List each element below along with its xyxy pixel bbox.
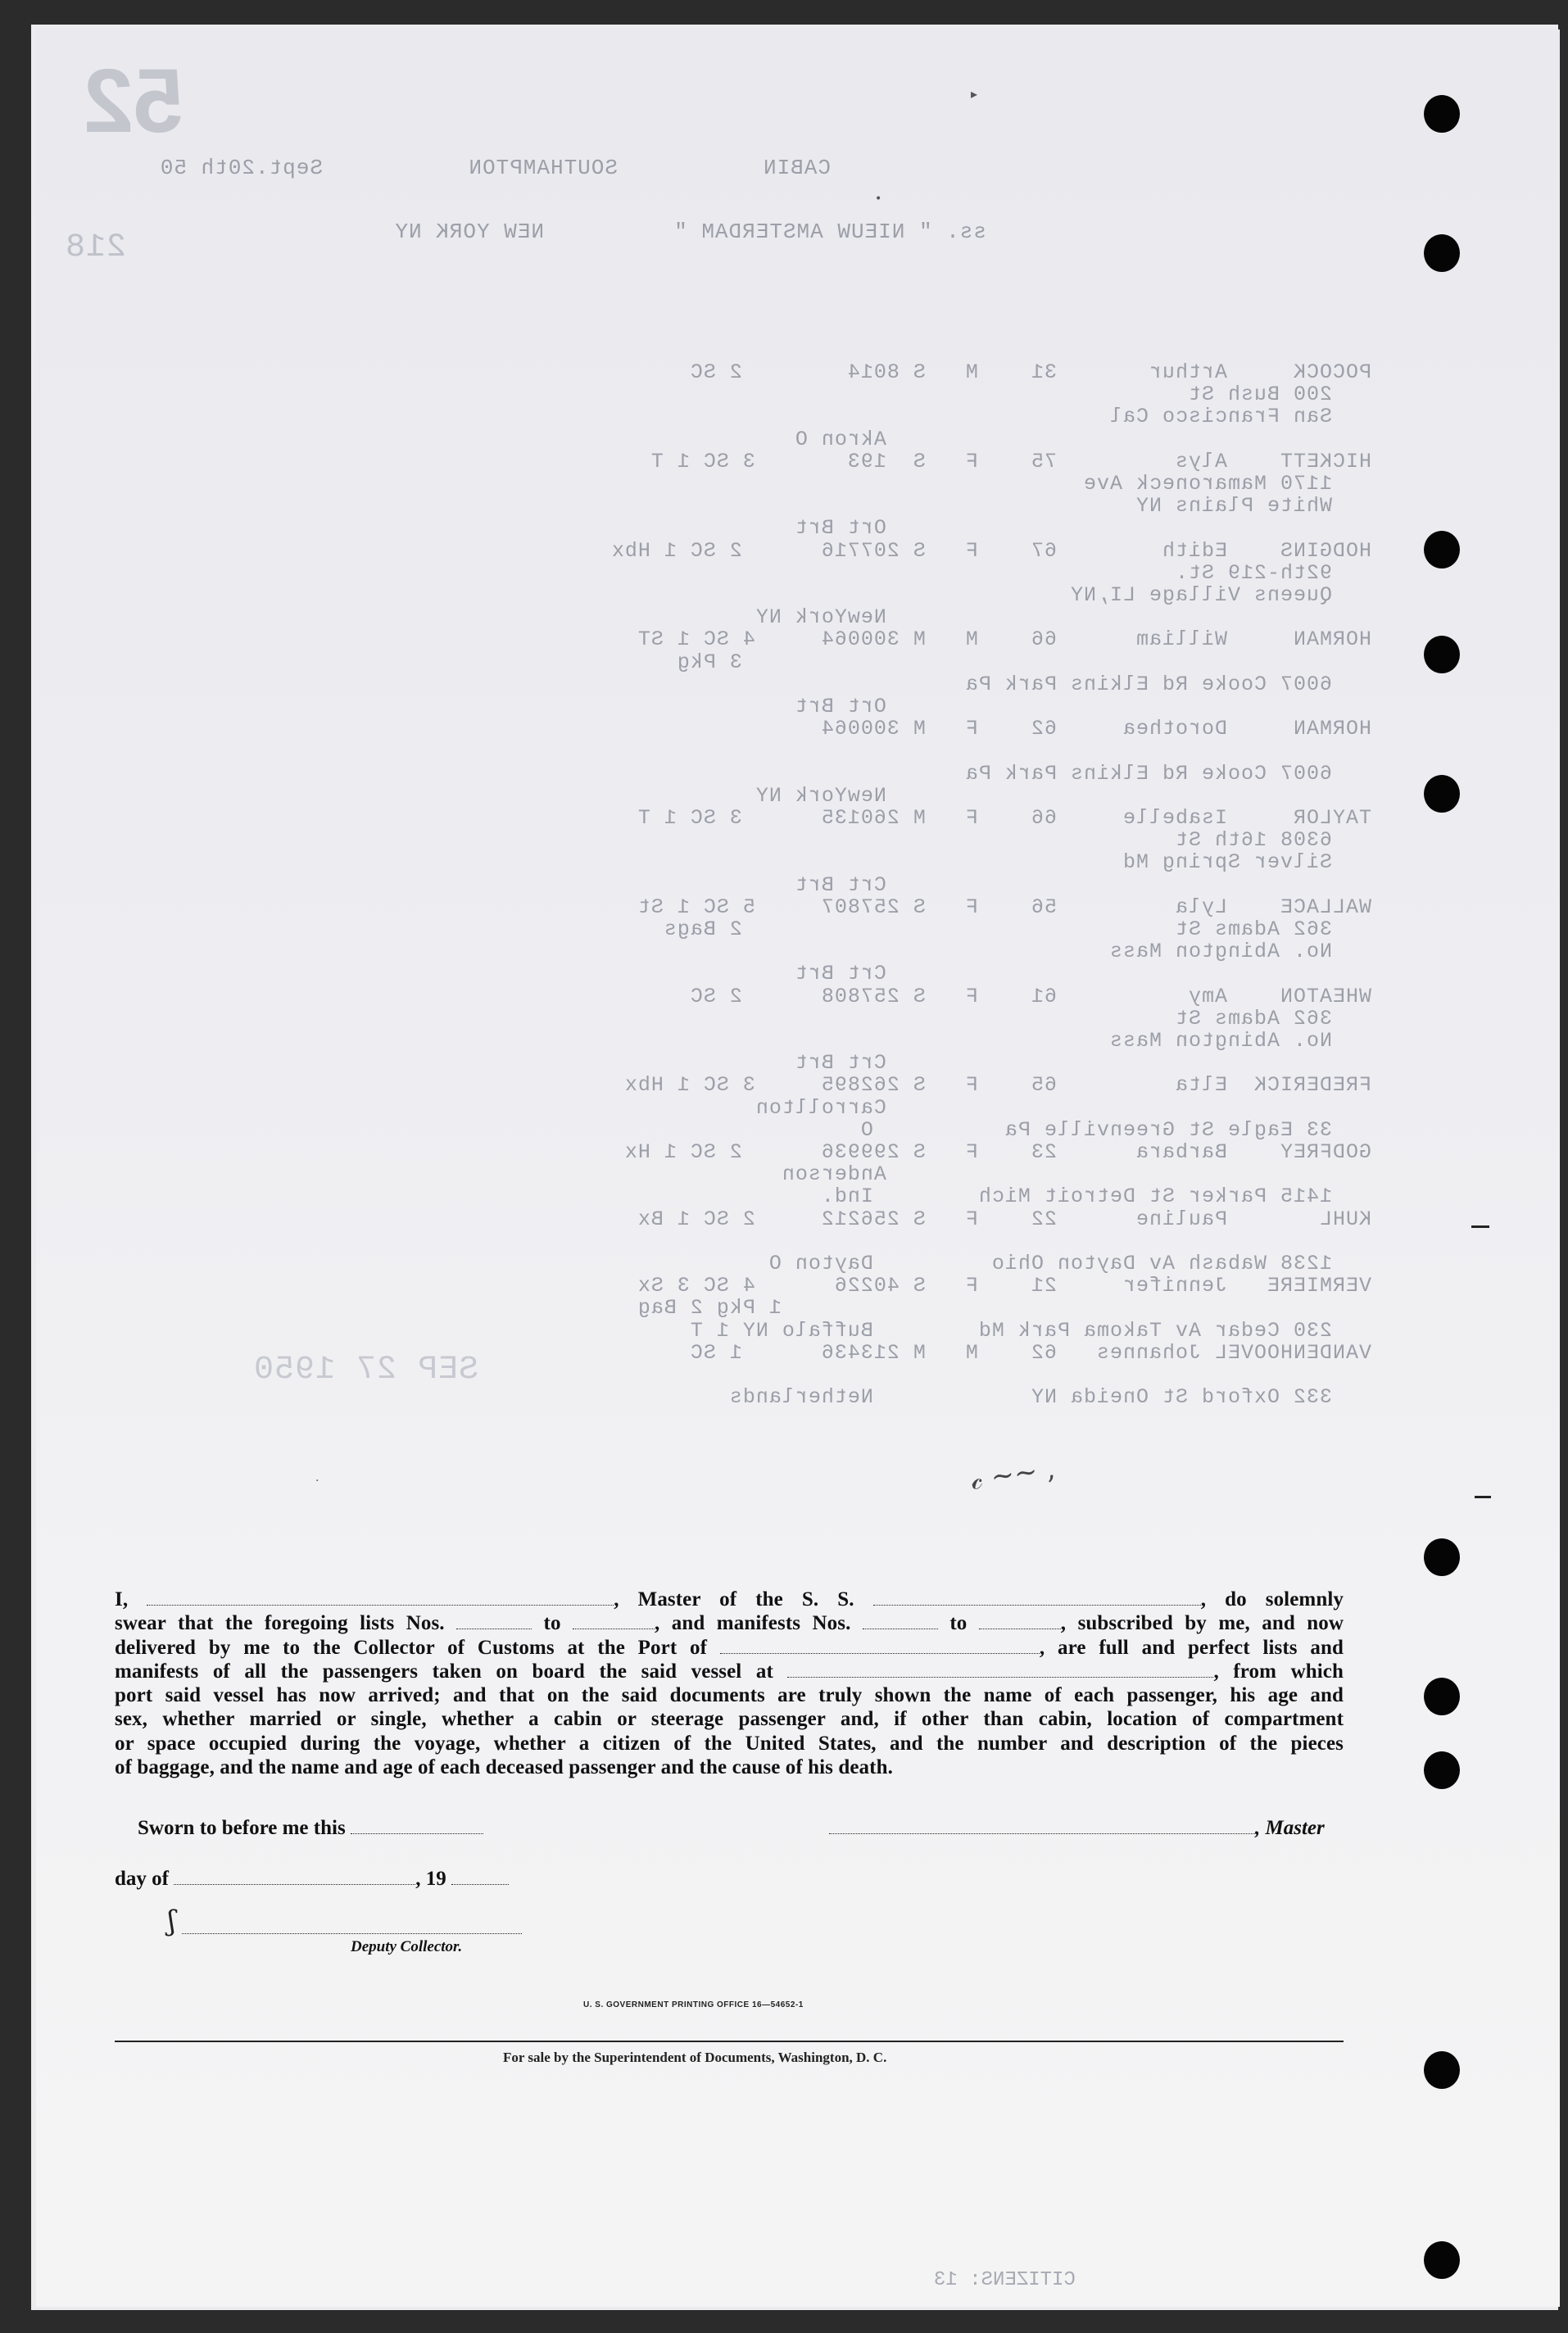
bleed-line: 3 Pkg: [676, 650, 1371, 674]
bleed-line: NewYork NY: [755, 605, 1371, 630]
oath-line-8: of baggage, and the name and age of each deceased passenger and the cause of his death.: [115, 1756, 893, 1779]
oath-line-7: or space occupied during the voyage, whether a citizen of the United States, and the number and description of the pieces: [115, 1732, 1344, 1755]
bleed-line: 1 Pkg 2 Bag: [637, 1296, 1371, 1321]
bleed-line: Crt Brt: [794, 962, 1371, 986]
deputy-collector-label: Deputy Collector.: [351, 1938, 463, 1955]
bleed-line: 33 Eagle St Greenville Pa O: [859, 1117, 1371, 1142]
bleed-line: Carrollton: [755, 1095, 1371, 1120]
bleed-line: VANDENHOOVEL Johannes 62 M M 213436 1 SC: [689, 1340, 1371, 1365]
margin-tick: [1471, 1225, 1489, 1228]
ink-mark: ▸: [971, 86, 978, 102]
bleed-line: Silver Spring Md: [1122, 850, 1371, 875]
handwritten-mark: ʃ: [168, 1905, 176, 1937]
handwritten-mark: 𝒸 ∼∼ ,: [968, 1452, 1058, 1497]
header-port: SOUTHAMPTON: [468, 156, 618, 180]
bleed-line: KUHL Pauline 22 F S 256212 2 SC 1 Bx: [637, 1207, 1371, 1231]
bleed-line: NewYork NY: [755, 783, 1371, 808]
bleed-line: 200 Bush St: [1187, 383, 1371, 407]
oath-line-5: port said vessel has now arrived; and that on the said documents are truly shown the name of each passenger, his age and: [115, 1684, 1344, 1707]
bleed-line: 1415 Parker St Detroit Mich Ind.: [820, 1185, 1371, 1209]
bleed-line: 92th-219 St.: [1174, 560, 1371, 585]
bleed-line: 6007 Cooke Rd Elkins Park Pa: [964, 761, 1371, 786]
master-name-field[interactable]: [147, 1588, 614, 1606]
printing-office-line: U. S. GOVERNMENT PRINTING OFFICE 16—54652-1: [583, 2000, 804, 2009]
bleed-line: Crt Brt: [794, 872, 1371, 897]
oath-line-3: delivered by me to the Collector of Customs at the Port of , are full and perfect lists and: [115, 1636, 1344, 1659]
bleed-line: No. Abington Mass: [1108, 1029, 1371, 1053]
bleed-line: HORMAN William 66 M M 300064 4 SC 1 ST: [637, 627, 1371, 652]
bleed-line: 332 Oxford St Oneida NY Netherlands: [728, 1385, 1371, 1410]
bleed-line: FREDERICK Elta 65 F S 262895 3 SC 1 Hbx: [623, 1073, 1371, 1098]
manifest-to-field[interactable]: [979, 1612, 1061, 1629]
list-number-stamp: 52: [83, 51, 184, 152]
list-to-field[interactable]: [573, 1612, 655, 1629]
bleed-line: WHEATON Amy 61 F S 257808 2 SC: [689, 984, 1371, 1008]
header-vessel: ss. " NIEUW AMSTERDAM ": [673, 220, 986, 244]
bleed-line: Ort Brt: [794, 695, 1371, 718]
bleed-line: 230 Cedar Av Takoma Park Md Buffalo NY 1 T: [689, 1318, 1371, 1343]
bleed-line: 6007 Cooke Rd Elkins Park Pa: [964, 672, 1371, 696]
date-stamp: SEP 27 1950: [252, 1352, 478, 1388]
bleed-line: Anderson: [781, 1162, 1371, 1187]
bleed-line: Akron O: [794, 427, 1371, 451]
bleed-line: Crt Brt: [794, 1051, 1371, 1076]
punch-hole: [1424, 1751, 1460, 1789]
bleed-line: 1170 Mamaroneck Ave: [1082, 472, 1371, 496]
stamp-number: 218: [64, 229, 126, 266]
scan-border-bottom: [0, 2310, 1568, 2333]
vessel-name-field[interactable]: [873, 1588, 1201, 1606]
master-oath: [115, 1588, 1344, 1779]
bleed-line: San Francisco Cal: [1108, 405, 1371, 429]
port-field[interactable]: [720, 1637, 1040, 1654]
master-signature-field[interactable]: [829, 1819, 1255, 1834]
header-destination: NEW YORK NY: [394, 220, 544, 244]
oath-line-4: manifests of all the passengers taken on board the said vessel at , from which: [115, 1660, 1344, 1683]
bleed-line: GODFREY Barbara 23 F S 299936 2 SC 1 Hx: [623, 1140, 1371, 1164]
bleed-line: HODGINS Edith 67 F S 207716 2 SC 1 Hbx: [610, 538, 1371, 563]
day-of-line: day of , 19: [115, 1868, 509, 1891]
bleed-line: Queens Village LI,NY: [1069, 583, 1371, 607]
bleed-line: No. Abington Mass: [1108, 940, 1371, 964]
bleed-line: VERMIERE Jennifer 21 F S 40226 4 SC 3 Sx: [637, 1274, 1371, 1298]
margin-tick: [1475, 1496, 1491, 1498]
bleed-line: TAYLOR Isabelle 66 F M 260135 3 SC 1 T: [637, 806, 1371, 830]
bleed-line: HICKETT Alys 75 F S 193 3 SC 1 T: [650, 449, 1371, 473]
year-field[interactable]: [451, 1869, 509, 1885]
oath-line-2: swear that the foregoing lists Nos. to , and manifests Nos. to , subscribed by me, and now: [115, 1612, 1344, 1635]
bleed-line: 1238 Wabash Av Dayton Ohio Dayton O: [768, 1252, 1371, 1275]
list-from-field[interactable]: [456, 1612, 532, 1629]
manifest-from-field[interactable]: [863, 1612, 938, 1629]
citizens-stamp: CITIZENS: 13: [934, 2269, 1076, 2291]
bleed-line: 362 Adams St 2 Bags: [663, 917, 1371, 941]
header-date: Sept.20th 50: [159, 156, 323, 180]
for-sale-line: For sale by the Superintendent of Documents, Washington, D. C.: [503, 2050, 887, 2065]
footer-rule: [115, 2041, 1344, 2042]
oath-line-1: I, , Master of the S. S. , do solemnly: [115, 1588, 1344, 1610]
ink-mark: •: [875, 193, 882, 206]
sworn-date-field[interactable]: [351, 1819, 483, 1834]
header-class: CABIN: [762, 156, 831, 180]
punch-hole: [1424, 2241, 1460, 2279]
bleed-line: 6308 16th St: [1174, 828, 1371, 853]
oath-line-6: sex, whether married or single, whether a cabin or steerage passenger and, if other than cabin, location of compartment: [115, 1708, 1344, 1731]
deputy-signature-field[interactable]: [182, 1933, 522, 1934]
sworn-line: Sworn to before me this: [138, 1817, 483, 1840]
bleed-line: WALLACE Lyla 56 F S 257807 5 SC 1 St: [637, 895, 1371, 919]
ink-mark: ·: [315, 1475, 319, 1488]
bleed-line: Ort Brt: [794, 516, 1371, 541]
embarkation-port-field[interactable]: [787, 1660, 1213, 1678]
day-of-field[interactable]: [174, 1869, 415, 1885]
punch-hole: [1424, 2051, 1460, 2089]
punch-hole: [1424, 1678, 1460, 1715]
bleed-line: POCOCK Arthur 31 M S 8014 2 SC: [689, 360, 1371, 384]
punch-hole: [1424, 1538, 1460, 1576]
master-signature-line: , Master: [829, 1817, 1325, 1840]
bleed-line: 362 Adams St: [1174, 1006, 1371, 1031]
bleed-line: White Plains NY: [1135, 494, 1371, 519]
bleed-line: HORMAN Dorothea 62 F M 300064: [820, 717, 1371, 741]
